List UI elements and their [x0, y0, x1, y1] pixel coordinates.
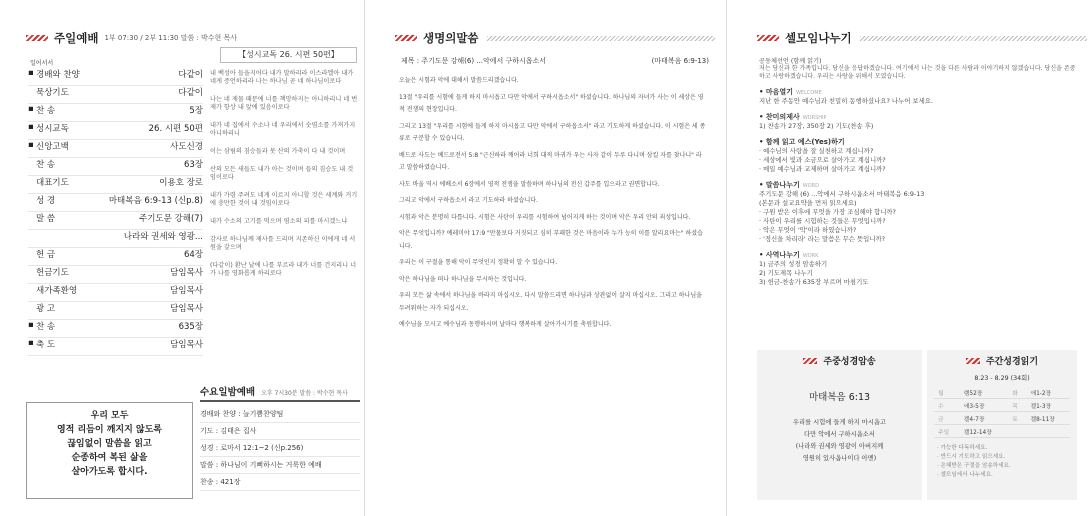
- order-left: [28, 68, 80, 80]
- sermon-paragraph: 사도 바울 역시 에베소서 6장에서 영적 전쟁을 말씀하며 하나님의 전신 갑주를 입으라고 권면합니다.: [399, 180, 660, 188]
- cell-line: 1) 금주의 성경 암송하기: [759, 260, 828, 268]
- motto-line: 살아가도록 합시다.: [71, 467, 148, 477]
- memory-reference: 마태복음 6:13: [808, 392, 871, 403]
- cell-panel: [727, 0, 1091, 516]
- order-bullet: ▪: [28, 104, 34, 114]
- section-en: WELCOME: [795, 90, 822, 96]
- cell-line: · '정신을 차리라' 라는 말씀은 무슨 뜻입니까?: [759, 235, 886, 243]
- sermon-paragraph: 그리고 악에서 구하옵소서 라고 기도하라 하셨습니다.: [399, 197, 538, 204]
- reading-box: [927, 350, 1077, 500]
- order-value: 담임목사: [170, 304, 203, 314]
- order-bullet: [28, 212, 36, 224]
- reading-tip: · 반드시 기도하고 읽으세요.: [937, 454, 1006, 460]
- order-name: 새가족환영: [36, 286, 78, 296]
- reading-verse: (다같이) 환난 날에 나를 부르라 내가 너를 건지리니 너가 나를 영화롭게 하리로다: [210, 262, 357, 277]
- order-left: [28, 212, 55, 224]
- section-name: • 말씀나누기: [759, 181, 800, 189]
- section-en: WORD: [802, 183, 819, 189]
- cell-line: 2) 기도제목 나누기: [759, 269, 813, 277]
- order-bullet: ▪: [28, 140, 34, 150]
- cell-line: 3) 헌금-찬송가 635장 부르며 마침기도: [759, 278, 869, 286]
- order-value: 담임목사: [170, 340, 203, 350]
- cell-section-title: [759, 137, 1079, 147]
- order-value: 635장: [178, 322, 203, 332]
- order-left: [28, 140, 69, 152]
- memory-line: (나라와 권세와 영광이 아버지께: [795, 443, 884, 450]
- sermon-paragraph: 베드로 사도는 베드로전서 5:8 "근신하라 깨어라 너희 대적 마귀가 우는 사자 같이 두루 다니며 삼킬 자를 찾나니" 라고 말씀하였습니다.: [399, 151, 702, 171]
- section-name: • 찬미의제사: [759, 113, 800, 121]
- section-name: • 마음열기: [759, 88, 793, 96]
- scripture-badge: 【성시교독 26. 시편 50편】: [220, 47, 357, 63]
- hatch-icon: [966, 358, 980, 364]
- cell-section-title: [759, 250, 1079, 260]
- order-name: 광 고: [36, 304, 56, 314]
- sermon-paragraph: 악은 하나님을 떠나 하나님을 무시하는 것입니다.: [399, 275, 527, 283]
- reading-cell: [1008, 425, 1026, 438]
- reading-cell: 월: [934, 386, 960, 399]
- order-bullet: ▪: [28, 68, 34, 78]
- order-bullet: [28, 158, 36, 170]
- reading-title: 주간성경읽기: [985, 357, 1039, 367]
- reading-verse: 내가 네 집에서 수소나 네 우리에서 숫염소를 가져가지 아니하리니: [210, 122, 356, 137]
- reading-verse: 감사로 하나님께 제사를 드리며 지존하신 이에게 네 서원을 갚으며: [210, 236, 356, 251]
- order-row: [28, 320, 203, 338]
- order-value: 5장: [189, 106, 203, 116]
- sermon-paragraph: 우리 모든 삶 속에서 하나님을 바라지 마십시오. 다시 말씀드리면 하나님과 상관없이 살지 마십시오. 그리고 하나님을 두려워하는 자가 되십시오.: [399, 292, 702, 312]
- order-bullet: [28, 176, 36, 188]
- order-row: [28, 176, 203, 194]
- order-bullet: [28, 284, 36, 296]
- reading-verse: 내가 수소의 고기를 먹으며 염소의 피를 마시겠느냐: [210, 218, 348, 225]
- reading-cell: [1027, 425, 1071, 438]
- order-value: 다같이: [178, 70, 203, 80]
- sermon-paragraph: 악은 무엇입니까? 예레미야 17:9 "만물보다 거짓되고 심히 부패한 것은 마음이라 누가 능히 이를 알리요마는" 하셨습니다.: [399, 230, 703, 250]
- order-row: [28, 194, 203, 212]
- cell-line: 1) 찬송가 27장, 350장 2) 기도(찬송 후): [759, 122, 874, 130]
- reading-cell: 애1-2장: [1027, 386, 1071, 399]
- reading-verse: 이는 삼림의 짐승들과 뭇 산의 가축이 다 내 것이며: [210, 148, 346, 155]
- memory-line: 영원히 있사옵나이다 아멘): [802, 455, 877, 462]
- order-left: [28, 338, 55, 350]
- order-row: [28, 230, 203, 248]
- reading-cell: 목: [1008, 399, 1026, 412]
- order-name: 헌금기도: [36, 268, 69, 278]
- cell-section-title: [759, 87, 1079, 97]
- sermon-paragraph: 오늘은 시험과 악에 대해서 말씀드리겠습니다.: [399, 77, 519, 84]
- reading-cell: 렘52장: [960, 386, 1008, 399]
- sermon-header: [395, 30, 715, 46]
- worship-panel: [0, 0, 363, 516]
- motto-line: 순종하여 복된 삶을: [71, 453, 148, 463]
- reading-verse: 나는 네 제물 때문에 너를 책망하지는 아니하리니 네 번제가 항상 내 앞에 있음이로다: [210, 96, 358, 111]
- cell-line: 지난 한 주동안 예수님과 친밀히 동행하셨나요? 나누어 보세요.: [759, 97, 933, 105]
- cell-line: · 사탄이 우리를 시험하는 것들은 무엇입니까?: [759, 217, 886, 225]
- cell-sections: [759, 87, 1079, 287]
- reading-verse: 산의 모든 새들도 내가 아는 것이며 들의 짐승도 내 것임이로다: [210, 166, 354, 181]
- order-left: [28, 302, 55, 314]
- memory-line: 다만 악에서 구하시옵소서: [804, 431, 875, 438]
- reading-verse: 내가 가령 주려도 네게 이르지 아니할 것은 세계와 거기에 충만한 것이 내 것임이로다: [210, 192, 358, 207]
- order-name: 대표기도: [36, 178, 69, 188]
- order-row: [28, 158, 203, 176]
- reading-cell: 금: [934, 412, 960, 425]
- order-value: 주기도문 강해(7): [138, 214, 203, 224]
- worship-title: 주일예배: [54, 31, 99, 45]
- memory-line: 우리를 시험에 들게 하지 마시옵고: [792, 419, 887, 426]
- motto-text: [27, 409, 192, 479]
- wednesday-section: [200, 384, 360, 491]
- reading-cell: 주일: [934, 425, 960, 438]
- reading-tip: · 가능한 다독하세요.: [937, 445, 988, 451]
- order-name: 찬 송: [36, 160, 56, 170]
- motto-box: [26, 402, 193, 499]
- sermon-body: [399, 75, 707, 336]
- order-left: [28, 248, 55, 260]
- cell-line: · 악은 무엇이 '악'이라 하였습니까?: [759, 226, 857, 234]
- cell-line: · 세상에서 빛과 소금으로 살아가고 계십니까?: [759, 156, 886, 164]
- order-row: [28, 266, 203, 284]
- order-name: 찬 송: [36, 106, 56, 116]
- wednesday-item: 경배와 찬양 : 늘기쁨찬양팀: [200, 406, 360, 423]
- sermon-subject: 제목 : 주기도문 강해(6) ...악에서 구하시옵소서: [401, 57, 547, 65]
- reading-row: [934, 412, 1070, 425]
- wednesday-item: 찬송 : 421장: [200, 474, 360, 491]
- reading-dates: 8.23 - 8.29 (34회): [974, 375, 1030, 382]
- reading-row: [934, 386, 1070, 399]
- reading-verse: 내 백성아 들을지어다 내가 말하리라 이스라엘아 내가 네게 증언하리라 나는 하나님 곧 네 하나님이로다: [210, 70, 354, 85]
- memory-title: 주중성경암송: [823, 357, 876, 367]
- order-row: [28, 248, 203, 266]
- memory-text: [757, 417, 922, 465]
- reading-cell: 수: [934, 399, 960, 412]
- reading-cell: 겔12-14장: [960, 425, 1008, 438]
- reading-row: [934, 399, 1070, 412]
- order-row: [28, 302, 203, 320]
- wednesday-title: 수요일밤예배: [200, 387, 256, 398]
- order-name: 경배와 찬양: [36, 70, 80, 80]
- sermon-panel: [365, 0, 725, 516]
- cell-content: [759, 56, 1079, 287]
- order-value: 63장: [183, 160, 203, 170]
- order-left: [28, 266, 69, 278]
- order-row: [28, 122, 203, 140]
- reading-cell: 겔8-11장: [1027, 412, 1071, 425]
- cell-section-title: [759, 112, 1079, 122]
- order-bullet: [28, 194, 36, 206]
- order-left: [28, 104, 55, 116]
- order-list: [28, 68, 203, 356]
- cell-line: 주기도문 강해 (6) ...악에서 구하시옵소서 마태복음 6:9-13: [759, 190, 925, 198]
- order-value: 사도신경: [170, 142, 203, 152]
- cell-line: · 예수님의 사랑을 잘 실천하고 계십니까?: [759, 147, 874, 155]
- wednesday-subtitle: 오후 7시30분 말씀 : 박수현 목사: [261, 390, 348, 397]
- order-value: 이용호 장로: [159, 178, 203, 188]
- sermon-reference: (마태복음 6:9-13): [651, 57, 709, 65]
- section-name: • 함께 읽고 예스(Yes)하기: [759, 138, 845, 146]
- hatch-icon: [26, 35, 48, 41]
- reading-cell: 화: [1008, 386, 1026, 399]
- cell-header: [757, 30, 1087, 46]
- order-value: 64장: [183, 250, 203, 260]
- section-name: • 사역나누기: [759, 251, 800, 259]
- reading-cell: 겔1-3장: [1027, 399, 1071, 412]
- order-row: [28, 140, 203, 158]
- order-name: 묵상기도: [36, 88, 69, 98]
- order-bullet: [28, 302, 36, 314]
- order-value: 26. 시편 50편: [148, 124, 203, 134]
- wednesday-item: 기도 : 김태은 집사: [200, 423, 360, 440]
- cell-section-title: [759, 180, 1079, 190]
- opening-text: 저는 당신과 한 가족입니다. 당신을 응답하겠습니다. 여기에서 나는 것을 다른 사람과 이야기하지 않겠습니다. 당신을 존중하고 사랑하겠습니다. 우리는 사랑을 위해서 모였습니다.: [759, 65, 1076, 80]
- reading-table: [934, 386, 1070, 438]
- worship-times: 1부 07:30 / 2부 11:30 말씀 : 박수현 목사: [104, 34, 238, 42]
- order-row: [28, 86, 203, 104]
- order-bullet: ▪: [28, 122, 34, 132]
- order-value: 담임목사: [170, 268, 203, 278]
- order-bullet: [28, 266, 36, 278]
- order-left: [28, 284, 77, 296]
- order-name: 신앙고백: [36, 142, 69, 152]
- sermon-paragraph: 그리고 13절 "우리를 시험에 들게 하지 마시옵고 다만 악에서 구하옵소서" 라고 기도하게 하셨습니다. 이 시험은 세 종류로 구분할 수 있습니다.: [399, 122, 706, 142]
- order-bullet: ▪: [28, 320, 34, 330]
- sermon-paragraph: 시험과 악은 분명히 다릅니다. 시험은 사탄이 우리를 시험하여 넘어지게 하는 것이며 악은 우리 안의 죄성입니다.: [399, 213, 691, 221]
- order-left: [28, 176, 69, 188]
- hatch-icon: [757, 35, 779, 41]
- section-en: WORK: [802, 253, 819, 259]
- sermon-paragraph: 예수님을 모시고 예수님과 동행하시며 날마다 행복하게 살아가시기를 축원합니다.: [399, 321, 612, 328]
- responsive-reading: [210, 70, 358, 288]
- order-bullet: [28, 86, 36, 98]
- reading-cell: 애3-5장: [960, 399, 1008, 412]
- order-row: [28, 212, 203, 230]
- order-left: [28, 158, 55, 170]
- order-value: 마태복음 6:9-13 (신p.8): [108, 196, 203, 206]
- order-name: 축 도: [36, 340, 56, 350]
- cell-line: · 구원 받은 이후에 무엇을 가장 조심해야 합니까?: [759, 208, 896, 216]
- order-name: 찬 송: [36, 322, 56, 332]
- order-bullet: ▪: [28, 338, 34, 348]
- order-row: [28, 104, 203, 122]
- order-left: [28, 122, 69, 134]
- order-name: 헌 금: [36, 250, 56, 260]
- motto-line: 끊임없이 말씀을 읽고: [67, 439, 152, 449]
- sermon-subject-row: [401, 56, 709, 66]
- cell-title: 셀모임나누기: [785, 31, 852, 45]
- reading-cell: 토: [1008, 412, 1026, 425]
- reading-tip: · 셀모임에서 나누세요.: [937, 472, 993, 478]
- reading-tips: [937, 444, 1077, 480]
- reading-tip: · 은혜받은 구절을 암송하세요.: [937, 463, 1011, 469]
- wednesday-item: 성경 : 로마서 12:1~2 (신p.256): [200, 440, 360, 457]
- sermon-paragraph: 우리는 이 구절을 통해 악이 무엇인지 정확히 알 수 있습니다.: [399, 259, 558, 266]
- cell-line: (본문과 설교요약을 먼저 읽으세요): [759, 199, 857, 207]
- sermon-title: 생명의말씀: [423, 31, 479, 45]
- order-row: [28, 68, 203, 86]
- order-value: 담임목사: [170, 286, 203, 296]
- order-value: 나라와 권세와 영광...: [123, 232, 203, 242]
- order-name: 성시교독: [36, 124, 69, 134]
- worship-header: [26, 30, 356, 46]
- order-row: [28, 338, 203, 356]
- reading-cell: 겔4-7장: [960, 412, 1008, 425]
- wednesday-item: 말씀 : 하나님이 기뻐하시는 거룩한 예배: [200, 457, 360, 474]
- order-left: [28, 86, 69, 98]
- order-name: 성 경: [36, 196, 56, 206]
- hatch-icon: [395, 35, 417, 41]
- order-label: 일어서서: [30, 60, 54, 67]
- motto-line: 영적 리듬이 깨지지 않도록: [56, 425, 163, 435]
- motto-line: 우리 모두: [90, 411, 129, 421]
- order-row: [28, 284, 203, 302]
- order-left: [28, 320, 55, 332]
- cell-line: · 매일 예수님과 교제하며 살아가고 계십니까?: [759, 165, 886, 173]
- reading-row: [934, 425, 1070, 438]
- section-en: WORSHIP: [802, 115, 827, 121]
- order-bullet: [28, 248, 36, 260]
- memory-box: [757, 350, 922, 500]
- order-left: [28, 194, 55, 206]
- opening-label: 공동체선언 (함께 읽기): [759, 58, 822, 65]
- hatch-icon: [803, 358, 817, 364]
- order-name: 말 씀: [36, 214, 56, 224]
- sermon-paragraph: 13절 "우리를 시험에 들게 하지 마시옵고 다만 악에서 구하시옵소서" 하셨습니다. 하나님의 자녀가 사는 이 세상은 영적 전쟁의 현장입니다.: [399, 93, 704, 113]
- order-value: 다같이: [178, 88, 203, 98]
- wednesday-items: [200, 406, 360, 491]
